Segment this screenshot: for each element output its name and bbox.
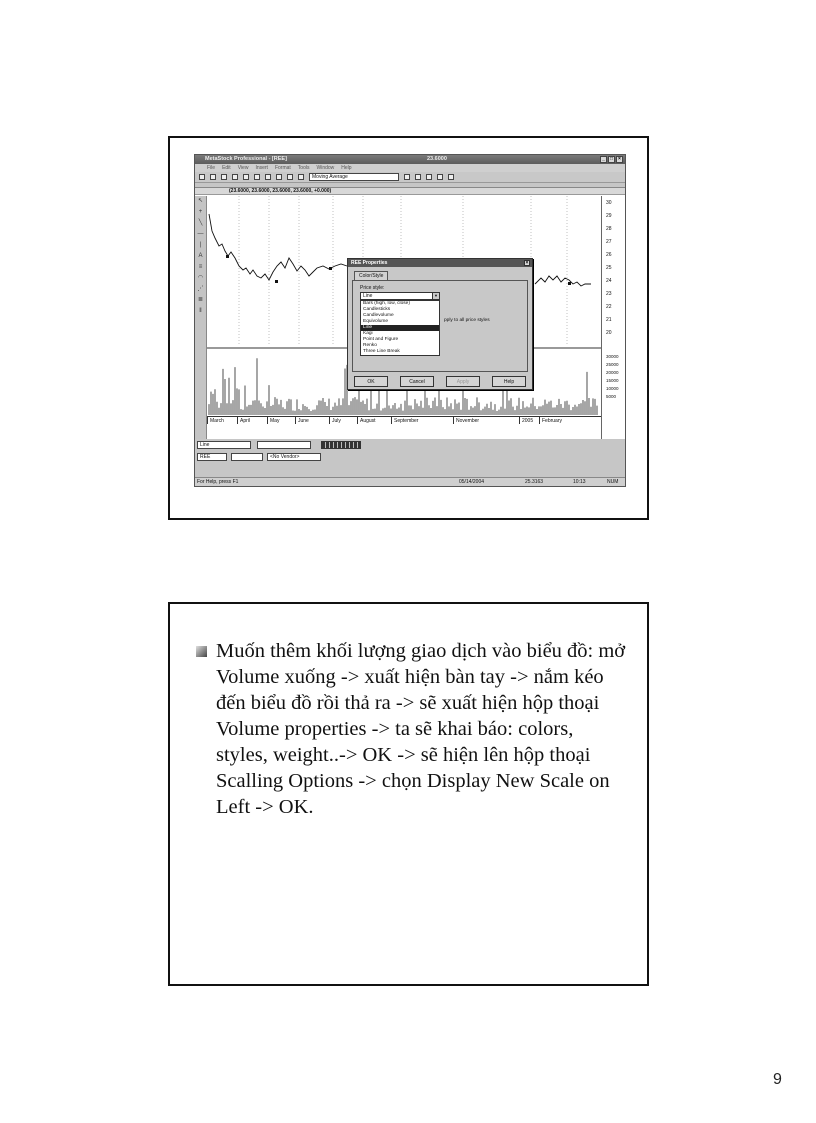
line-style-combo[interactable] — [257, 441, 311, 449]
undo-icon[interactable] — [287, 174, 293, 180]
menu-help[interactable]: Help — [341, 165, 352, 171]
minimize-icon[interactable]: _ — [600, 156, 607, 163]
y-axis — [601, 196, 626, 440]
price-tick: 26 — [606, 252, 612, 258]
bullet-text: Muốn thêm khối lượng giao dịch vào biểu đồ: mở Volume xuống -> xuất hiện bàn tay -> nắm kéo đến biểu đồ rồi thả ra -> sẽ xuất hiện hộp thoại Volume properties -> ta sẽ khai báo: colors, styles, weight..-> OK -> sẽ hiện lên hộp thoại Scalling Options -> chọn Display New Scale on Left -> OK. — [216, 640, 626, 818]
metastock-screenshot — [194, 154, 626, 487]
month-axis — [207, 416, 601, 424]
apply-button[interactable]: Apply — [446, 376, 480, 387]
marker-square — [275, 280, 278, 283]
marker-square — [226, 255, 229, 258]
apply-all-note: pply to all price styles — [444, 318, 490, 323]
vendor-combo[interactable]: <No Vendor> — [267, 453, 321, 461]
periodicity-combo[interactable] — [231, 453, 263, 461]
dialog-titlebar — [348, 259, 532, 267]
month-label: August — [357, 417, 391, 424]
bullet-item — [196, 638, 626, 820]
price-tick: 27 — [606, 239, 612, 245]
dialog-title: REE Properties — [351, 260, 388, 266]
price-tick: 22 — [606, 304, 612, 310]
zoom-icon[interactable] — [298, 174, 304, 180]
main-toolbar — [195, 172, 625, 183]
tab-color-style[interactable]: Color/Style — [354, 271, 388, 280]
volume-tick: 20000 — [606, 370, 619, 375]
bottom-toolbars — [195, 439, 626, 479]
month-label: May — [267, 417, 295, 424]
formula-icon[interactable] — [426, 174, 432, 180]
price-tick: 30 — [606, 200, 612, 206]
text-icon[interactable]: A — [198, 253, 203, 259]
menu-tools[interactable]: Tools — [297, 165, 310, 171]
cut-icon[interactable] — [254, 174, 260, 180]
month-label: 2005 — [519, 417, 539, 424]
app-titlebar — [195, 155, 625, 164]
month-label: November — [453, 417, 519, 424]
app-title: MetaStock Professional - [REE] — [205, 156, 287, 162]
close-icon[interactable]: × — [616, 156, 623, 163]
marker-square — [329, 267, 332, 270]
menu-insert[interactable]: Insert — [255, 165, 268, 171]
price-style-value: Line — [363, 293, 373, 299]
trendline-icon[interactable]: ╲ — [198, 220, 203, 226]
dialog-panel — [352, 280, 528, 372]
fan-icon[interactable]: ⋰ — [197, 286, 204, 292]
pointer-icon[interactable]: ↖ — [197, 198, 204, 204]
month-label: April — [237, 417, 267, 424]
grid-icon[interactable]: ≣ — [197, 297, 204, 303]
chevron-down-icon[interactable]: ▼ — [432, 293, 439, 299]
month-label: July — [329, 417, 357, 424]
chart-header: (23.6000, 23.6000, 23.6000, 23.6000, +0.000) — [195, 188, 626, 195]
ok-button[interactable]: OK — [354, 376, 388, 387]
horizontal-line-icon[interactable]: — — [197, 231, 204, 237]
price-tick: 21 — [606, 317, 612, 323]
month-label: September — [391, 417, 453, 424]
volume-tick: 15000 — [606, 378, 619, 383]
binoculars-icon[interactable] — [437, 174, 443, 180]
menu-bar — [195, 164, 625, 172]
fibonacci-icon[interactable]: ≡ — [198, 264, 203, 270]
month-label: February — [539, 417, 571, 424]
color-palette[interactable] — [321, 441, 361, 449]
cancel-button[interactable]: Cancel — [400, 376, 434, 387]
price-style-label: Price style: — [360, 285, 385, 291]
arc-icon[interactable]: ◠ — [197, 275, 204, 281]
slide-screenshot — [168, 136, 649, 520]
help-button[interactable]: Help — [492, 376, 526, 387]
month-label: March — [207, 417, 237, 424]
list-item[interactable]: Renko — [363, 343, 377, 348]
menu-file[interactable]: File — [207, 165, 216, 171]
list-item[interactable]: Bars (high, low, close) — [363, 301, 410, 306]
maximize-icon[interactable]: □ — [609, 156, 614, 162]
save-icon[interactable] — [221, 174, 227, 180]
volume-tick: 10000 — [606, 386, 619, 391]
list-item[interactable]: Three Line Break — [363, 349, 400, 354]
list-item[interactable]: Equivolume — [363, 319, 389, 324]
marker-square — [568, 282, 571, 285]
dialog-close-icon[interactable]: × — [525, 260, 529, 266]
price-line-left — [209, 214, 347, 280]
new-icon[interactable] — [199, 174, 205, 180]
price-tick: 29 — [606, 213, 612, 219]
price-style-select[interactable] — [360, 292, 440, 300]
bullet-square-icon — [196, 646, 207, 657]
price-tick: 25 — [606, 265, 612, 271]
list-item[interactable]: Kagi — [363, 331, 373, 336]
status-mode: NUM — [607, 479, 619, 485]
volume-tick: 25000 — [606, 362, 619, 367]
security-combo[interactable]: REE — [197, 453, 227, 461]
volume-tick: 30000 — [606, 354, 619, 359]
status-help: For Help, press F1 — [197, 479, 239, 485]
menu-view[interactable]: View — [237, 165, 249, 171]
price-tick: 20 — [606, 330, 612, 336]
crosshair-icon[interactable]: + — [198, 209, 203, 215]
expert-icon[interactable] — [415, 174, 421, 180]
list-item[interactable]: Point and Figure — [363, 337, 399, 342]
price-line-right — [535, 276, 591, 286]
properties-dialog — [347, 258, 533, 390]
style-combo[interactable]: Line — [197, 441, 251, 449]
slide-text — [168, 602, 649, 986]
volume-tick: 5000 — [606, 394, 617, 399]
preview-icon[interactable] — [243, 174, 249, 180]
vertical-line-icon[interactable]: | — [199, 242, 202, 248]
cycle-icon[interactable]: ‖ — [199, 308, 202, 314]
status-bar — [195, 477, 626, 486]
paste-icon[interactable] — [276, 174, 282, 180]
open-icon[interactable] — [210, 174, 216, 180]
status-time: 10:13 — [573, 479, 586, 485]
chart-window — [195, 187, 626, 439]
price-tick: 24 — [606, 278, 612, 284]
price-style-list — [360, 300, 440, 356]
list-item-selected[interactable]: Line — [361, 325, 439, 331]
help-icon[interactable] — [448, 174, 454, 180]
list-item[interactable]: Candlevolume — [363, 313, 394, 318]
indicator-combo[interactable]: Moving Average — [309, 173, 399, 181]
title-price: 23.6000 — [427, 156, 447, 162]
menu-edit[interactable]: Edit — [222, 165, 231, 171]
menu-format[interactable]: Format — [274, 165, 291, 171]
print-icon[interactable] — [232, 174, 238, 180]
list-item[interactable]: Candlesticks — [363, 307, 391, 312]
price-tick: 28 — [606, 226, 612, 232]
status-date: 05/14/2004 — [459, 479, 485, 485]
status-value: 25.3163 — [525, 479, 544, 485]
menu-window[interactable]: Window — [316, 165, 335, 171]
page-number: 9 — [773, 1071, 782, 1088]
copy-icon[interactable] — [265, 174, 271, 180]
month-label: June — [295, 417, 329, 424]
price-tick: 23 — [606, 291, 612, 297]
explorer-icon[interactable] — [404, 174, 410, 180]
